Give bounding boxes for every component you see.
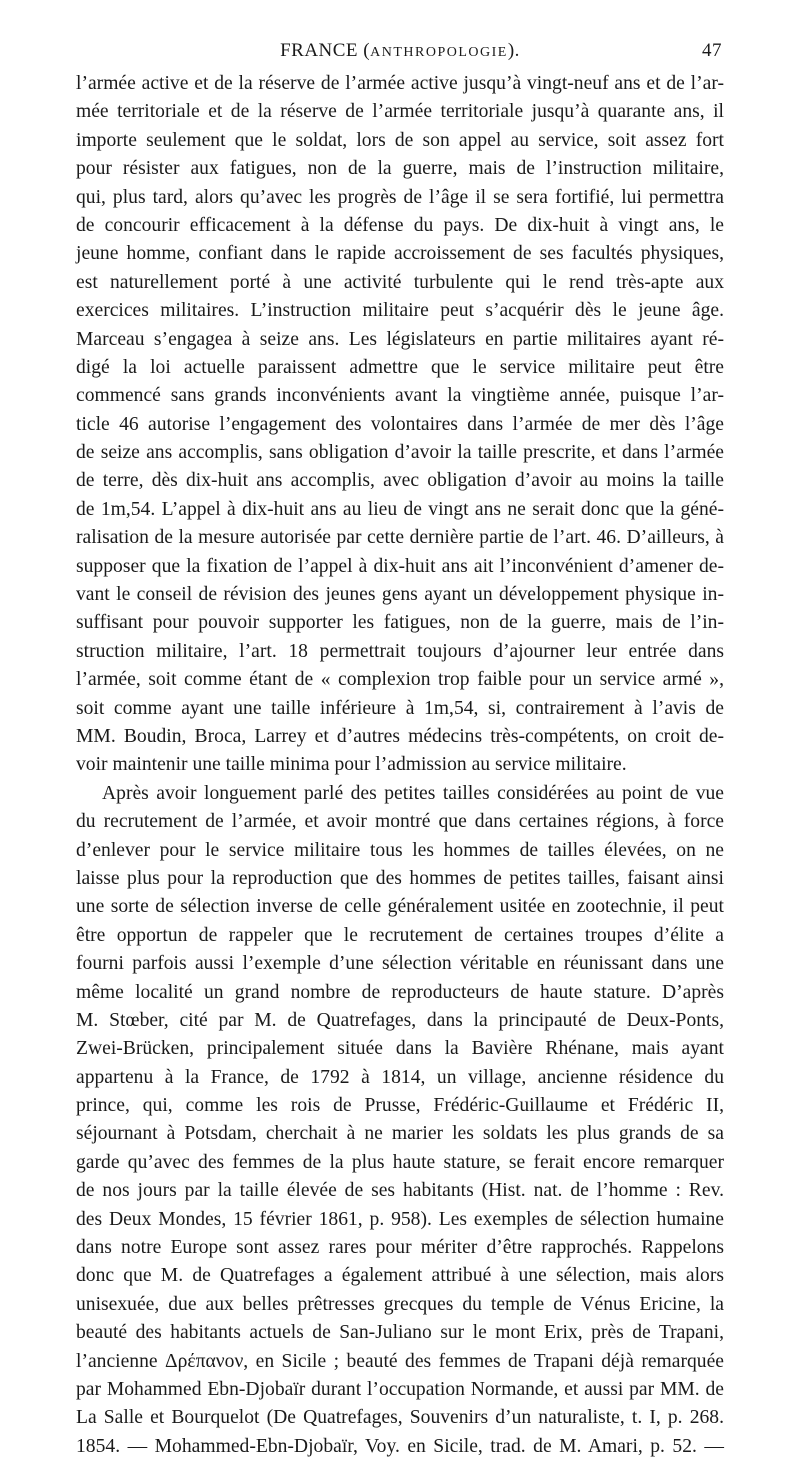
text-line: de concourir efficacement à la défense du pays. De dix-huit à vingt ans, le [76, 214, 724, 236]
text-line: La Salle et Bourquelot (De Quatrefages, Souvenirs d’un naturaliste, t. I, p. 268. [76, 1407, 724, 1429]
text-line: Marceau s’engagea à seize ans. Les législateurs en partie militaires ayant ré- [76, 328, 724, 350]
text-line: M. Stœber, cité par M. de Quatrefages, dans la principauté de Deux-Ponts, [76, 1009, 724, 1031]
text-line: MM. Boudin, Broca, Larrey et d’autres médecins très-compétents, on croit de- [76, 725, 724, 747]
text-line: des Deux Mondes, 15 février 1861, p. 958). Les exemples de sélection humaine [76, 1208, 724, 1230]
text-line: séjournant à Potsdam, cherchait à ne marier les soldats les plus grands de sa [76, 1123, 724, 1145]
book-page [76, 40, 724, 1461]
text-line: d’enlever pour le service militaire tous les hommes de tailles élevées, on ne [76, 839, 724, 861]
running-title [76, 40, 724, 62]
text-line: exercices militaires. L’instruction militaire peut s’acquérir dès le jeune âge. [76, 300, 724, 322]
text-line: garde qu’avec des femmes de la plus haute stature, se ferait encore remarquer [76, 1151, 724, 1173]
text-line: beauté des habitants actuels de San-Juliano sur le mont Erix, près de Trapani, [76, 1322, 724, 1344]
text-line: voir maintenir une taille minima pour l’admission au service militaire. [76, 754, 627, 776]
text-line: est naturellement porté à une activité turbulente qui le rend très-apte aux [76, 271, 724, 293]
text-line: ralisation de la mesure autorisée par cette dernière partie de l’art. 46. D’ailleurs, à [76, 527, 724, 549]
text-line: digé la loi actuelle paraissent admettre que le service militaire peut être [76, 356, 724, 378]
text-line: l’ancienne Δρέπανον, en Sicile ; beauté des femmes de Trapani déjà remarquée [76, 1350, 724, 1372]
running-title-end: ). [507, 40, 520, 61]
text-line: vant le conseil de révision des jeunes gens ayant un développement physique in- [76, 584, 724, 606]
text-line: Zwei-Brücken, principalement située dans la Bavière Rhénane, mais ayant [76, 1038, 724, 1060]
running-title-smallcaps: ANTHROPOLOGIE [370, 45, 508, 60]
text-line: Après avoir longuement parlé des petites tailles considérées au point de vue [102, 782, 724, 804]
text-line: suffisant pour pouvoir supporter les fatigues, non de la guerre, mais de l’in- [76, 612, 724, 634]
text-line: du recrutement de l’armée, et avoir montré que dans certaines régions, à force [76, 811, 724, 833]
text-line: 1854. — Mohammed-Ebn-Djobaïr, Voy. en Sicile, trad. de M. Amari, p. 52. — [76, 1435, 724, 1457]
running-title-main: FRANCE ( [280, 40, 371, 61]
text-line: fourni parfois aussi l’exemple d’une sélection véritable en réunissant dans une [76, 953, 724, 975]
text-line: de terre, dès dix-huit ans accomplis, avec obligation d’avoir au moins la taille [76, 470, 724, 492]
text-line: jeune homme, confiant dans le rapide accroissement de ses facultés physiques, [76, 243, 724, 265]
text-line: dans notre Europe sont assez rares pour mériter d’être rapprochés. Rappelons [76, 1237, 724, 1259]
text-line: l’armée, soit comme étant de « complexion trop faible pour un service armé », [76, 669, 724, 691]
page-number: 47 [702, 40, 722, 61]
text-line: qui, plus tard, alors qu’avec les progrès de l’âge il se sera fortifié, lui permettra [76, 186, 724, 208]
text-line: appartenu à la France, de 1792 à 1814, un village, ancienne résidence du [76, 1066, 724, 1088]
text-line: par Mohammed Ebn-Djobaïr durant l’occupation Normande, et aussi par MM. de [76, 1378, 724, 1400]
text-line: même localité un grand nombre de reproducteurs de haute stature. D’après [76, 981, 724, 1003]
text-line: importe seulement que le soldat, lors de son appel au service, soit assez fort [76, 129, 724, 151]
text-line: de nos jours par la taille élevée de ses habitants (Hist. nat. de l’homme : Rev. [76, 1180, 724, 1202]
text-line: de 1m,54. L’appel à dix-huit ans au lieu de vingt ans ne serait donc que la géné- [76, 498, 724, 520]
text-line: ticle 46 autorise l’engagement des volontaires dans l’armée de mer dès l’âge [76, 413, 724, 435]
paragraph-1 [76, 70, 724, 780]
text-line: de seize ans accomplis, sans obligation d’avoir la taille prescrite, et dans l’armée [76, 442, 724, 464]
text-line: commencé sans grands inconvénients avant la vingtième année, puisque l’ar- [76, 385, 724, 407]
text-line: pour résister aux fatigues, non de la guerre, mais de l’instruction militaire, [76, 158, 724, 180]
text-line: prince, qui, comme les rois de Prusse, Frédéric-Guillaume et Frédéric II, [76, 1095, 724, 1117]
text-line: laisse plus pour la reproduction que des hommes de petites tailles, faisant ainsi [76, 867, 724, 889]
text-line: soit comme ayant une taille inférieure à 1m,54, si, contrairement à l’avis de [76, 697, 724, 719]
text-line: mée territoriale et de la réserve de l’armée territoriale jusqu’à quarante ans, il [76, 101, 724, 123]
running-head [76, 40, 724, 70]
text-line: struction militaire, l’art. 18 permettrait toujours d’ajourner leur entrée dans [76, 640, 724, 662]
paragraph-2 [76, 780, 724, 1461]
text-line: être opportun de rappeler que le recrutement de certaines troupes d’élite a [76, 924, 724, 946]
text-line: donc que M. de Quatrefages a également attribué à une sélection, mais alors [76, 1265, 724, 1287]
text-line: unisexuée, due aux belles prêtresses grecques du temple de Vénus Ericine, la [76, 1293, 724, 1315]
text-line: supposer que la fixation de l’appel à dix-huit ans ait l’inconvénient d’amener de- [76, 555, 724, 577]
text-line: une sorte de sélection inverse de celle généralement usitée en zootechnie, il peut [76, 896, 724, 918]
body-text [76, 70, 724, 1461]
text-line: l’armée active et de la réserve de l’armée active jusqu’à vingt-neuf ans et de l’ar- [76, 73, 724, 94]
